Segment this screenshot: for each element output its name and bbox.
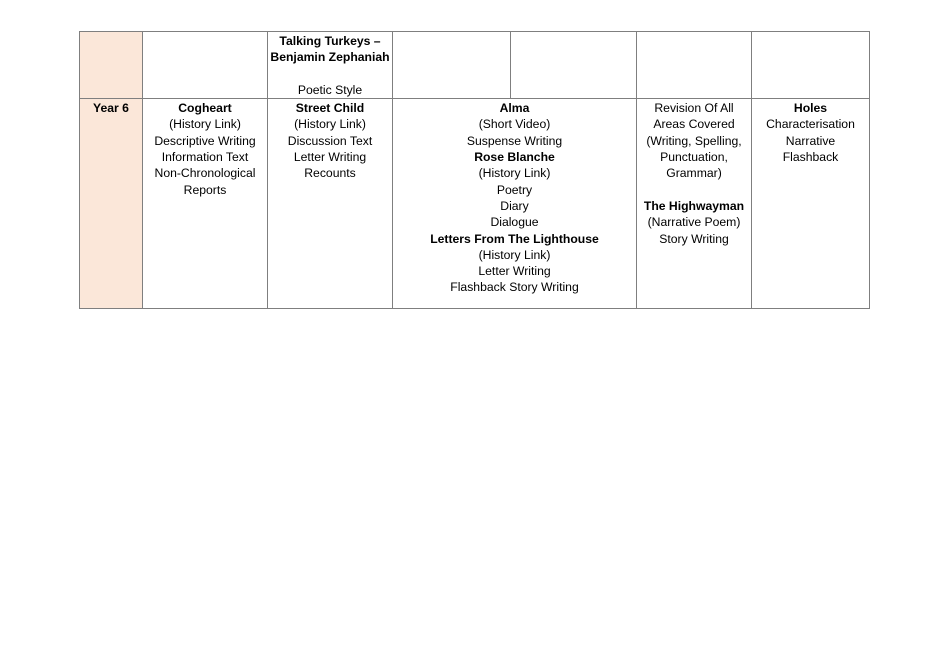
row-label-year6 — [80, 99, 143, 309]
top-cell-4 — [511, 32, 637, 99]
cell-line: Characterisation — [766, 117, 855, 132]
top-cell-1 — [143, 32, 268, 99]
year6-cell-holes — [752, 99, 870, 309]
cell-line: Poetry — [496, 182, 533, 197]
curriculum-table — [79, 31, 870, 309]
talking-turkeys-title-2: Benjamin Zephaniah — [270, 50, 390, 65]
top-cell-6 — [752, 32, 870, 99]
cell-line: Areas Covered — [653, 117, 735, 132]
cell-line: (Narrative Poem) — [647, 215, 741, 230]
cell-line: (Short Video) — [478, 117, 551, 132]
top-cell-3 — [393, 32, 511, 99]
cell-line: Descriptive Writing — [154, 133, 256, 148]
year6-cell-alma — [393, 99, 637, 309]
cell-line: Flashback Story Writing — [450, 280, 579, 295]
cell-line: Letter Writing — [478, 264, 551, 279]
cogheart-title: Cogheart — [178, 101, 232, 116]
holes-title: Holes — [793, 101, 828, 116]
cell-line: Story Writing — [659, 231, 729, 246]
table-row-year6 — [80, 99, 870, 309]
year6-cell-revision — [637, 99, 752, 309]
cell-line: Narrative — [785, 133, 836, 148]
letters-lighthouse-title: Letters From The Lighthouse — [430, 231, 599, 246]
street-child-title: Street Child — [295, 101, 365, 116]
cell-line: Diary — [500, 198, 529, 213]
alma-title: Alma — [499, 101, 530, 116]
cell-line: Suspense Writing — [466, 133, 563, 148]
top-cell-2 — [268, 32, 393, 99]
cell-line: Information Text — [161, 150, 249, 165]
cell-line: Discussion Text — [287, 133, 373, 148]
cell-line: (History Link) — [478, 166, 551, 181]
cell-line: Reports — [183, 182, 227, 197]
year6-label: Year 6 — [93, 101, 129, 116]
rose-blanche-title: Rose Blanche — [474, 150, 555, 165]
cell-line: Letter Writing — [293, 150, 367, 165]
cell-line: Revision Of All — [654, 101, 734, 116]
talking-turkeys-style: Poetic Style — [297, 82, 363, 97]
cell-line: Non-Chronological — [154, 166, 256, 181]
cell-line: Dialogue — [490, 215, 539, 230]
talking-turkeys-title-1: Talking Turkeys – — [279, 34, 381, 48]
cell-line: Punctuation, — [660, 150, 728, 165]
cell-line: (History Link) — [478, 247, 551, 262]
year6-cell-street-child — [268, 99, 393, 309]
cell-line: Grammar) — [666, 166, 722, 181]
top-cell-5 — [637, 32, 752, 99]
cell-line: Flashback — [782, 150, 839, 165]
row-label-cell-top — [80, 32, 143, 99]
cell-line: (History Link) — [294, 117, 366, 132]
cell-line: (History Link) — [169, 117, 241, 132]
table-row-top — [80, 32, 870, 99]
cell-line: (Writing, Spelling, — [646, 133, 742, 148]
year6-cell-cogheart — [143, 99, 268, 309]
cell-line: Recounts — [304, 166, 356, 181]
highwayman-title: The Highwayman — [643, 198, 745, 213]
